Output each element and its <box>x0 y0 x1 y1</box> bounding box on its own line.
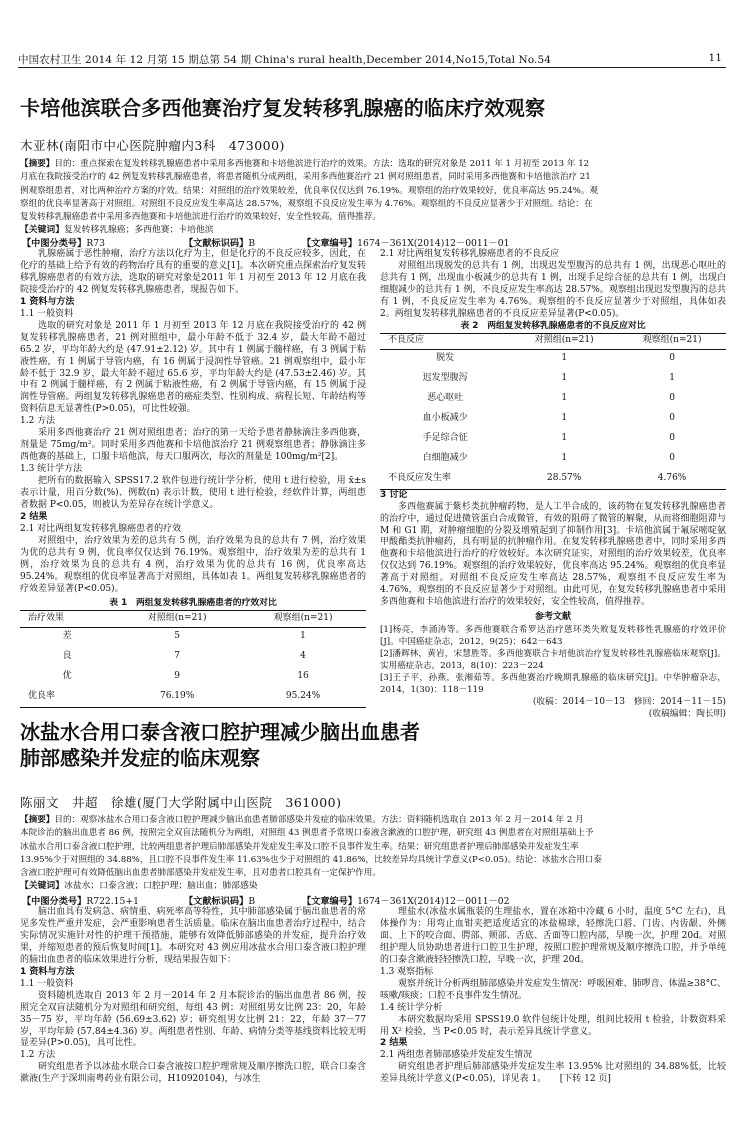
table2-row <box>380 429 726 449</box>
article1-heading: 1.3 统计学方法 <box>20 464 83 475</box>
table2-cell: 1 <box>561 393 568 404</box>
article2-heading: 1.1 一般资料 <box>20 978 74 989</box>
table1-row <box>20 627 366 647</box>
table2-cell: 1 <box>561 353 568 364</box>
article2-heading: 2.1 两组患者肺部感染并发症发生情况 <box>380 1050 533 1061</box>
references-title: 参考文献 <box>534 612 571 623</box>
table1-header-cell: 对照组(n=21) <box>114 610 240 627</box>
article1-paragraph: 把所有的数据输入 SPSS17.2 软件包进行统计学分析，使用 t 进行检验，用 x̄±s 表示计量，用百分数(%)、例数(n) 表示计数，使用 t 进行检验，经软件计算，两组患者数据 P<0.05，则被认为差异存在统计学意义。 <box>20 476 366 511</box>
table1-cell: 4 <box>300 651 306 662</box>
table2-cell: 血小板减少 <box>422 413 468 424</box>
article2-heading: 1.3 观察指标 <box>380 966 434 977</box>
references-list <box>380 624 726 696</box>
table2-row <box>380 409 726 429</box>
table2-cell: 脱发 <box>436 353 455 364</box>
table1-row <box>20 667 366 687</box>
table1-row <box>20 647 366 667</box>
table1-cell: 良 <box>62 651 72 662</box>
article2-left-column <box>20 907 366 1086</box>
article2-heading: 1.4 统计学分析 <box>380 1002 443 1013</box>
article1-paragraph: 多西他赛属于紫杉类抗肿瘤药物，是人工半合成的，该药物在复发转移乳腺癌患者的治疗中，通过促进微管蛋白合成微管，有效的阻碍了微管的解聚，从而将细胞阻滞与 M 和 G1 期，对肿瘤细胞的分裂及增殖起到了抑制作用[3]。卡培他滨属于氟尿嘧啶氨甲酸酯类抗肿瘤药，具有明显的抗肿瘤作用。在复发转移乳腺癌患者中，同时采用多西他赛和卡培他滨进行治疗的疗效较好。本次研究证实，对照组的治疗效果较差，优良率仅仅达到 76.19%。观察组的治疗效果较好，优良率高达 95.24%。观察组的优良率显著高于对照组。对照组不良反应发生率高达 28.57%，观察组不良反应发生率为 4.76%，观察组的不良反应显著少于对照组。由此可见，在复发转移乳腺癌患者中采用多西他赛和卡培他滨进行治疗的效果较好，安全性较高，值得推荐。 <box>380 501 726 608</box>
table1 <box>20 610 366 708</box>
table1-cell: 1 <box>300 631 306 642</box>
table2-cell: 0 <box>669 393 675 404</box>
table1-cell: 7 <box>174 651 181 662</box>
page-number: 11 <box>708 52 722 64</box>
table2-row <box>380 469 726 489</box>
article1-heading: 1.1 一般资料 <box>20 308 74 319</box>
article1-heading: 2 结果 <box>20 511 48 522</box>
table1-cell: 差 <box>62 631 72 642</box>
article2-title <box>20 719 420 771</box>
article2-paragraph: 资料随机选取自 2013 年 2 月－2014 年 2 月本院诊治的脑出血患者 86 例，按照完全双盲法随机分为对照组和研究组，每组 43 例；对照组男女比例 23：20，年龄 35－75 岁，平均年龄 (56.69±3.62) 岁；研究组男女比例 21：22，年龄 37－77 岁，平均年龄 (57.84±4.36) 岁。两组患者性别、年龄、病情分类等基线资料比较无明显差异(P>0.05)，具可比性。 <box>20 990 366 1049</box>
table1-cell: 5 <box>174 631 181 642</box>
article1-abstract <box>20 158 726 238</box>
received-dates: (收稿：2014－10－13 修回：2014－11－15) <box>532 697 726 708</box>
article2-paragraph: 脑出血具有发病急、病情重、病死率高等特性，其中肺部感染属于脑出血患者的常见多发性严重并发症，会严重影响患者生活质量。临床在脑出血患者治疗过程中，结合实际情况实施针对性的护理干预措施，能够有效降低肺部感染的并发症，提升治疗效果，并缩短患者的预后恢复时间[1]。本研究对 43 例应用冰盐水合用口泰含液口腔护理的脑出血患者的临床效果进行分析，现结果报告如下： <box>20 907 366 965</box>
table2-cell: 白细胞减少 <box>422 453 468 464</box>
article2-heading: 1 资料与方法 <box>20 966 75 977</box>
table2-cell: 手足综合征 <box>422 433 468 444</box>
header-rule <box>18 67 726 68</box>
table2-cell: 0 <box>669 433 675 444</box>
table2-cell: 28.57% <box>510 469 618 489</box>
article2-abstract-line: 冰盐水合用口泰含液口腔护理，比较两组患者护理后肺部感染并发症发生率及口腔不良事件发生率。结果：研究组患者护理后肺部感染并发症发生率 <box>20 841 579 852</box>
article2-paragraph: 研究组患者予以冰盐水联合口泰含液按口腔护理常规及顺序擦洗口腔，联合口泰含漱液(生产于深圳南粤药业有限公司，H10920104)，与冰生 <box>20 1062 366 1085</box>
table2-cell: 0 <box>669 413 675 424</box>
table2-cell: 迟发型腹泻 <box>422 373 468 384</box>
table1-caption: 表 1 两组复发转移乳腺癌患者的疗效对比 <box>109 597 277 608</box>
article1-heading: 2.1 对比两组复发转移乳腺癌患者的疗效 <box>20 523 182 534</box>
article1-heading: 2.1 对比两组复发转移乳腺癌患者的不良反应 <box>380 249 560 259</box>
table2 <box>380 333 726 490</box>
article2-title-line2: 肺部感染并发症的临床观察 <box>20 746 260 770</box>
article1-heading: 1 资料与方法 <box>20 296 75 307</box>
article1-left-column <box>20 249 366 708</box>
article2-abstract-line: 本院诊治的脑出血患者 86 例，按照完全双盲法随机分为两组，对照组 43 例患者予常规口泰液含漱液的口腔护理，研究组 43 例患者在对照组基础上予 <box>20 828 594 839</box>
article1-right-column <box>380 249 726 720</box>
table2-cell: 1 <box>669 373 675 384</box>
table1-cell: 95.24% <box>240 687 366 707</box>
table1-header-cell: 治疗效果 <box>20 610 114 627</box>
table2-caption: 表 2 两组复发转移乳腺癌患者的不良反应对比 <box>460 320 646 331</box>
table2-cell: 4.76% <box>618 469 726 489</box>
article1-paragraph: 采用多西他赛治疗 21 例对照组患者；治疗的第一天给予患者静脉滴注多西他赛，剂量是 75mg/m²。同时采用多西他赛和卡培他滨治疗 21 例观察组患者；静脉滴注多西他赛的基础上，口服卡培他滨，每天口服两次，每次的剂量是 100mg/m²[2]。 <box>20 428 366 463</box>
article1-classification: 【中图分类号】R73 【文献标识码】B 【文章编号】1674－361X(2014)12－0011－01 <box>22 238 510 249</box>
article1-paragraph: 乳腺癌属于恶性肿瘤，治疗方法以化疗为主，但是化疗的不良反应较多，因此，在化疗的基础上给予有效的药物治疗具有的重要的意义[1]。本次研究重点探索治疗复发转移乳腺癌患者的有效方法，选取的研究对象是2011 年 1 月初至 2013 年 12 月底在我院接受治疗的 42 例复发转移乳腺癌患者，现报告如下。 <box>20 249 366 295</box>
table2-row <box>380 449 726 469</box>
table1-header-cell: 观察组(n=21) <box>240 610 366 627</box>
article2-abstract-line: 含液口腔护理可有效降低脑出血患者肺部感染并发症发生率，且对患者口腔具有一定保护作用。 <box>20 868 381 879</box>
table2-cell: 恶心呕吐 <box>427 393 464 404</box>
editor-note: (收稿编辑：陶长明) <box>648 709 726 720</box>
table2-row <box>380 389 726 409</box>
table2-cell: 不良反应发生率 <box>380 469 510 489</box>
table1-row <box>20 687 366 707</box>
article1-abstract-line: 复发转移乳腺癌患者中采用多西他赛和卡培他滨进行治疗的效果较好，安全性较高，值得推荐。 <box>20 212 381 223</box>
table2-header-cell: 观察组(n=21) <box>618 333 726 349</box>
article2-heading: 2 结果 <box>380 1038 408 1049</box>
article2-paragraph: 理盐水(冰盐水属瓶装的生理盐水，置在冰箱中冷藏 6 小时，温度 5°C 左右)，具体操作为：用弯止血钳夹把适度适宜的冰盐棉球，轻擦洗口唇、门齿、内齿龈、外侧面、上下的咬合面、腭部、颊部、舌底、舌面等口腔内部，早晚一次，护理 20d。对照组护理人员协助患者进行口腔卫生护理，按照口腔护理常规及顺序擦洗口腔，并予单纯的口泰含漱液轻轻擦洗口腔，早晚一次，护理 20d。 <box>380 907 726 965</box>
table2-cell: 1 <box>561 453 568 464</box>
table1-cell: 优 <box>62 671 72 682</box>
article2-paragraph: 本研究数据均采用 SPSS19.0 软件包统计处理，组间比较用 t 检验，计数资料采用 X² 检验，当 P<0.05 时，表示差异具统计学意义。 <box>380 1014 726 1037</box>
article1-paragraph: 选取的研究对象是 2011 年 1 月初至 2013 年 12 月底在我院接受治疗的 42 例复发转移乳腺癌患者，21 例对照组中，最小年龄不低于 32.4 岁，最大年龄不超过 65.2 岁，平均年龄大约是 (47.91±2.12) 岁。其中有 1 例属于髓样癌，有 3 例属于粘液性癌，有 1 例属于导管内癌，有 16 例属于浸润性导管癌。21 例观察组中，最小年龄不低于 32.9 岁，最大年龄不超过 65.6 岁，平均年龄大约是 (47.53±2.46) 岁。其中有 2 例属于髓样癌，有 2 例属于粘液性癌，有 2 例属于导管内癌，有 15 例属于浸润性导管癌。两组复发转移乳腺癌患者的癌症类型、性别构成、病程长短、年龄结构等资料信息无显著性(P>0.05)，可比性较强。 <box>20 320 366 415</box>
table2-cell: 1 <box>561 373 568 384</box>
journal-info: 中国农村卫生 2014 年 12 月第 15 期总第 54 期 China's rural health,December 2014,No15,Total No.54 <box>18 54 552 66</box>
article1-abstract-line: 月底在我院接受治疗的 42 例复发转移乳腺癌患者，将患者随机分成两组，采用多西他赛治疗 21 例对照组患者，同时采用多西他赛和卡培他滨治疗 21 <box>20 172 591 183</box>
article2-heading: 1.2 方法 <box>20 1050 56 1061</box>
article2-paragraph: 研究组患者护理后肺部感染并发症发生率 13.95% 比对照组的 34.88%低，比较差异具统计学意义(P<0.05)，详见表 1。 [下转 12 页] <box>380 1062 726 1085</box>
table1-cell: 16 <box>297 671 309 682</box>
article2-abstract-line: 【摘要】目的：观察冰盐水合用口泰含液口腔护理减少脑出血患者肺部感染并发症的临床效果。方法：资料随机选取自 2013 年 2 月－2014 年 2 月 <box>20 815 584 825</box>
article1-paragraph: 对照组中，治疗效果为差的总共有 5 例，治疗效果为良的总共有 7 例，治疗效果为优的总共有 9 例，优良率仅仅达到 76.19%。观察组中，治疗效果为差的总共有 1 例，治疗效果为良的总共有 4 例，治疗效果为优的总共有 16 例，优良率高达 95.24%。观察组的优良率显著高于对照组，具体如表 1。两组复发转移乳腺癌患者的疗效差异显著(P<0.05)。 <box>20 535 366 594</box>
article1-keywords: 【关键词】复发转移乳腺癌；多西他赛；卡培他滨 <box>20 225 214 236</box>
article2-right-column <box>380 907 726 1086</box>
table2-cell: 1 <box>561 413 568 424</box>
reference-item: [2]潘辉林，黄岩，宋慧胜等。多西他赛联合卡培他滨治疗复发转移性乳腺癌临床观察[J]。实用癌症杂志，2013，8(10)：223－224 <box>380 649 726 672</box>
table1-cell: 9 <box>174 671 181 682</box>
article2-abstract-line: 13.95%少于对照组的 34.88%，且口腔不良事件发生率 11.63%也少于对照组的 41.86%，比较差异均具统计学意义(P<0.05)。结论：冰盐水合用口泰 <box>20 854 602 865</box>
table1-cell: 优良率 <box>20 687 114 707</box>
table2-cell: 1 <box>561 433 568 444</box>
article1-heading: 1.2 方法 <box>20 416 56 427</box>
table2-row <box>380 369 726 389</box>
article1-abstract-line: 例观察组患者，对比两种治疗方案的疗效。结果：对照组的治疗效果较差，优良率仅仅达到 76.19%。观察组的治疗效果较好，优良率高达 95.24%。观 <box>20 185 599 196</box>
table2-header-cell: 对照组(n=21) <box>510 333 618 349</box>
article1-abstract-line: 察组的优良率显著高于对照组。对照组不良反应发生率高达 28.57%，观察组不良反应发生率为 4.76%。观察组的不良反应显著少于对照组。结论：在 <box>20 198 593 209</box>
article2-classification: 【中图分类号】R722.15+1 【文献标识码】B 【文章编号】1674－361X(2014)12－0011－02 <box>22 896 510 907</box>
table2-header-cell: 不良反应 <box>380 333 510 349</box>
reference-item: [3]王子平，孙燕，张湘茹等。多西他赛治疗晚期乳腺癌的临床研究[J]。中华肿瘤杂志，2014，1(30)：118－119 <box>380 673 726 696</box>
article2-abstract <box>20 814 726 894</box>
table1-cell: 76.19% <box>114 687 240 707</box>
table2-row <box>380 349 726 369</box>
table2-cell: 0 <box>669 353 675 364</box>
article2-paragraph: 观察并统计分析两组肺部感染并发症发生情况：呼吸困难、肺啰音、体温≥38°C、咳嗽/咳痰；口腔不良事件发生情况。 <box>380 978 726 1001</box>
article1-abstract-line: 【摘要】目的：重点探索在复发转移乳腺癌患者中采用多西他赛和卡培他滨进行治疗的效果。方法：选取的研究对象是 2011 年 1 月初至 2013 年 12 <box>20 159 590 169</box>
article1-paragraph: 对照组出现脱发的总共有 1 例，出现迟发型腹泻的总共有 1 例，出现恶心呕吐的总共有 1 例，出现血小板减少的总共有 1 例，出现手足综合征的总共有 1 例，出现白细胞减少的总共有 1 例，不良反应发生率高达 28.57%。观察组出现迟发型腹泻的总共有 1 例，不良反应发生率为 4.76%。观察组的不良反应显著少于对照组，具体如表 2。两组复发转移乳腺癌患者的不良反应差异显著(P<0.05)。 <box>380 260 726 319</box>
article2-keywords: 【关键词】冰盐水；口泰含液；口腔护理；脑出血；肺部感染 <box>20 881 258 892</box>
running-header <box>18 52 722 67</box>
article2-title-line1: 冰盐水合用口泰含液口腔护理减少脑出血患者 <box>20 720 420 744</box>
article1-heading: 3 讨论 <box>380 489 408 500</box>
table2-cell: 0 <box>669 453 675 464</box>
reference-item: [1]杨亮，李涌涛等。多西他赛联合希罗达治疗蒽环类失败复发转移性乳腺癌的疗效评价[J]。中国癌症杂志，2012，9(25)：642－643 <box>380 625 726 648</box>
article2-author: 陈丽文 井超 徐雄(厦门大学附属中山医院 361000) <box>20 795 342 810</box>
article1-title: 卡培他滨联合多西他赛治疗复发转移乳腺癌的临床疗效观察 <box>20 96 546 120</box>
article1-author: 木亚林(南阳市中心医院肿瘤内3科 473000) <box>20 138 285 153</box>
